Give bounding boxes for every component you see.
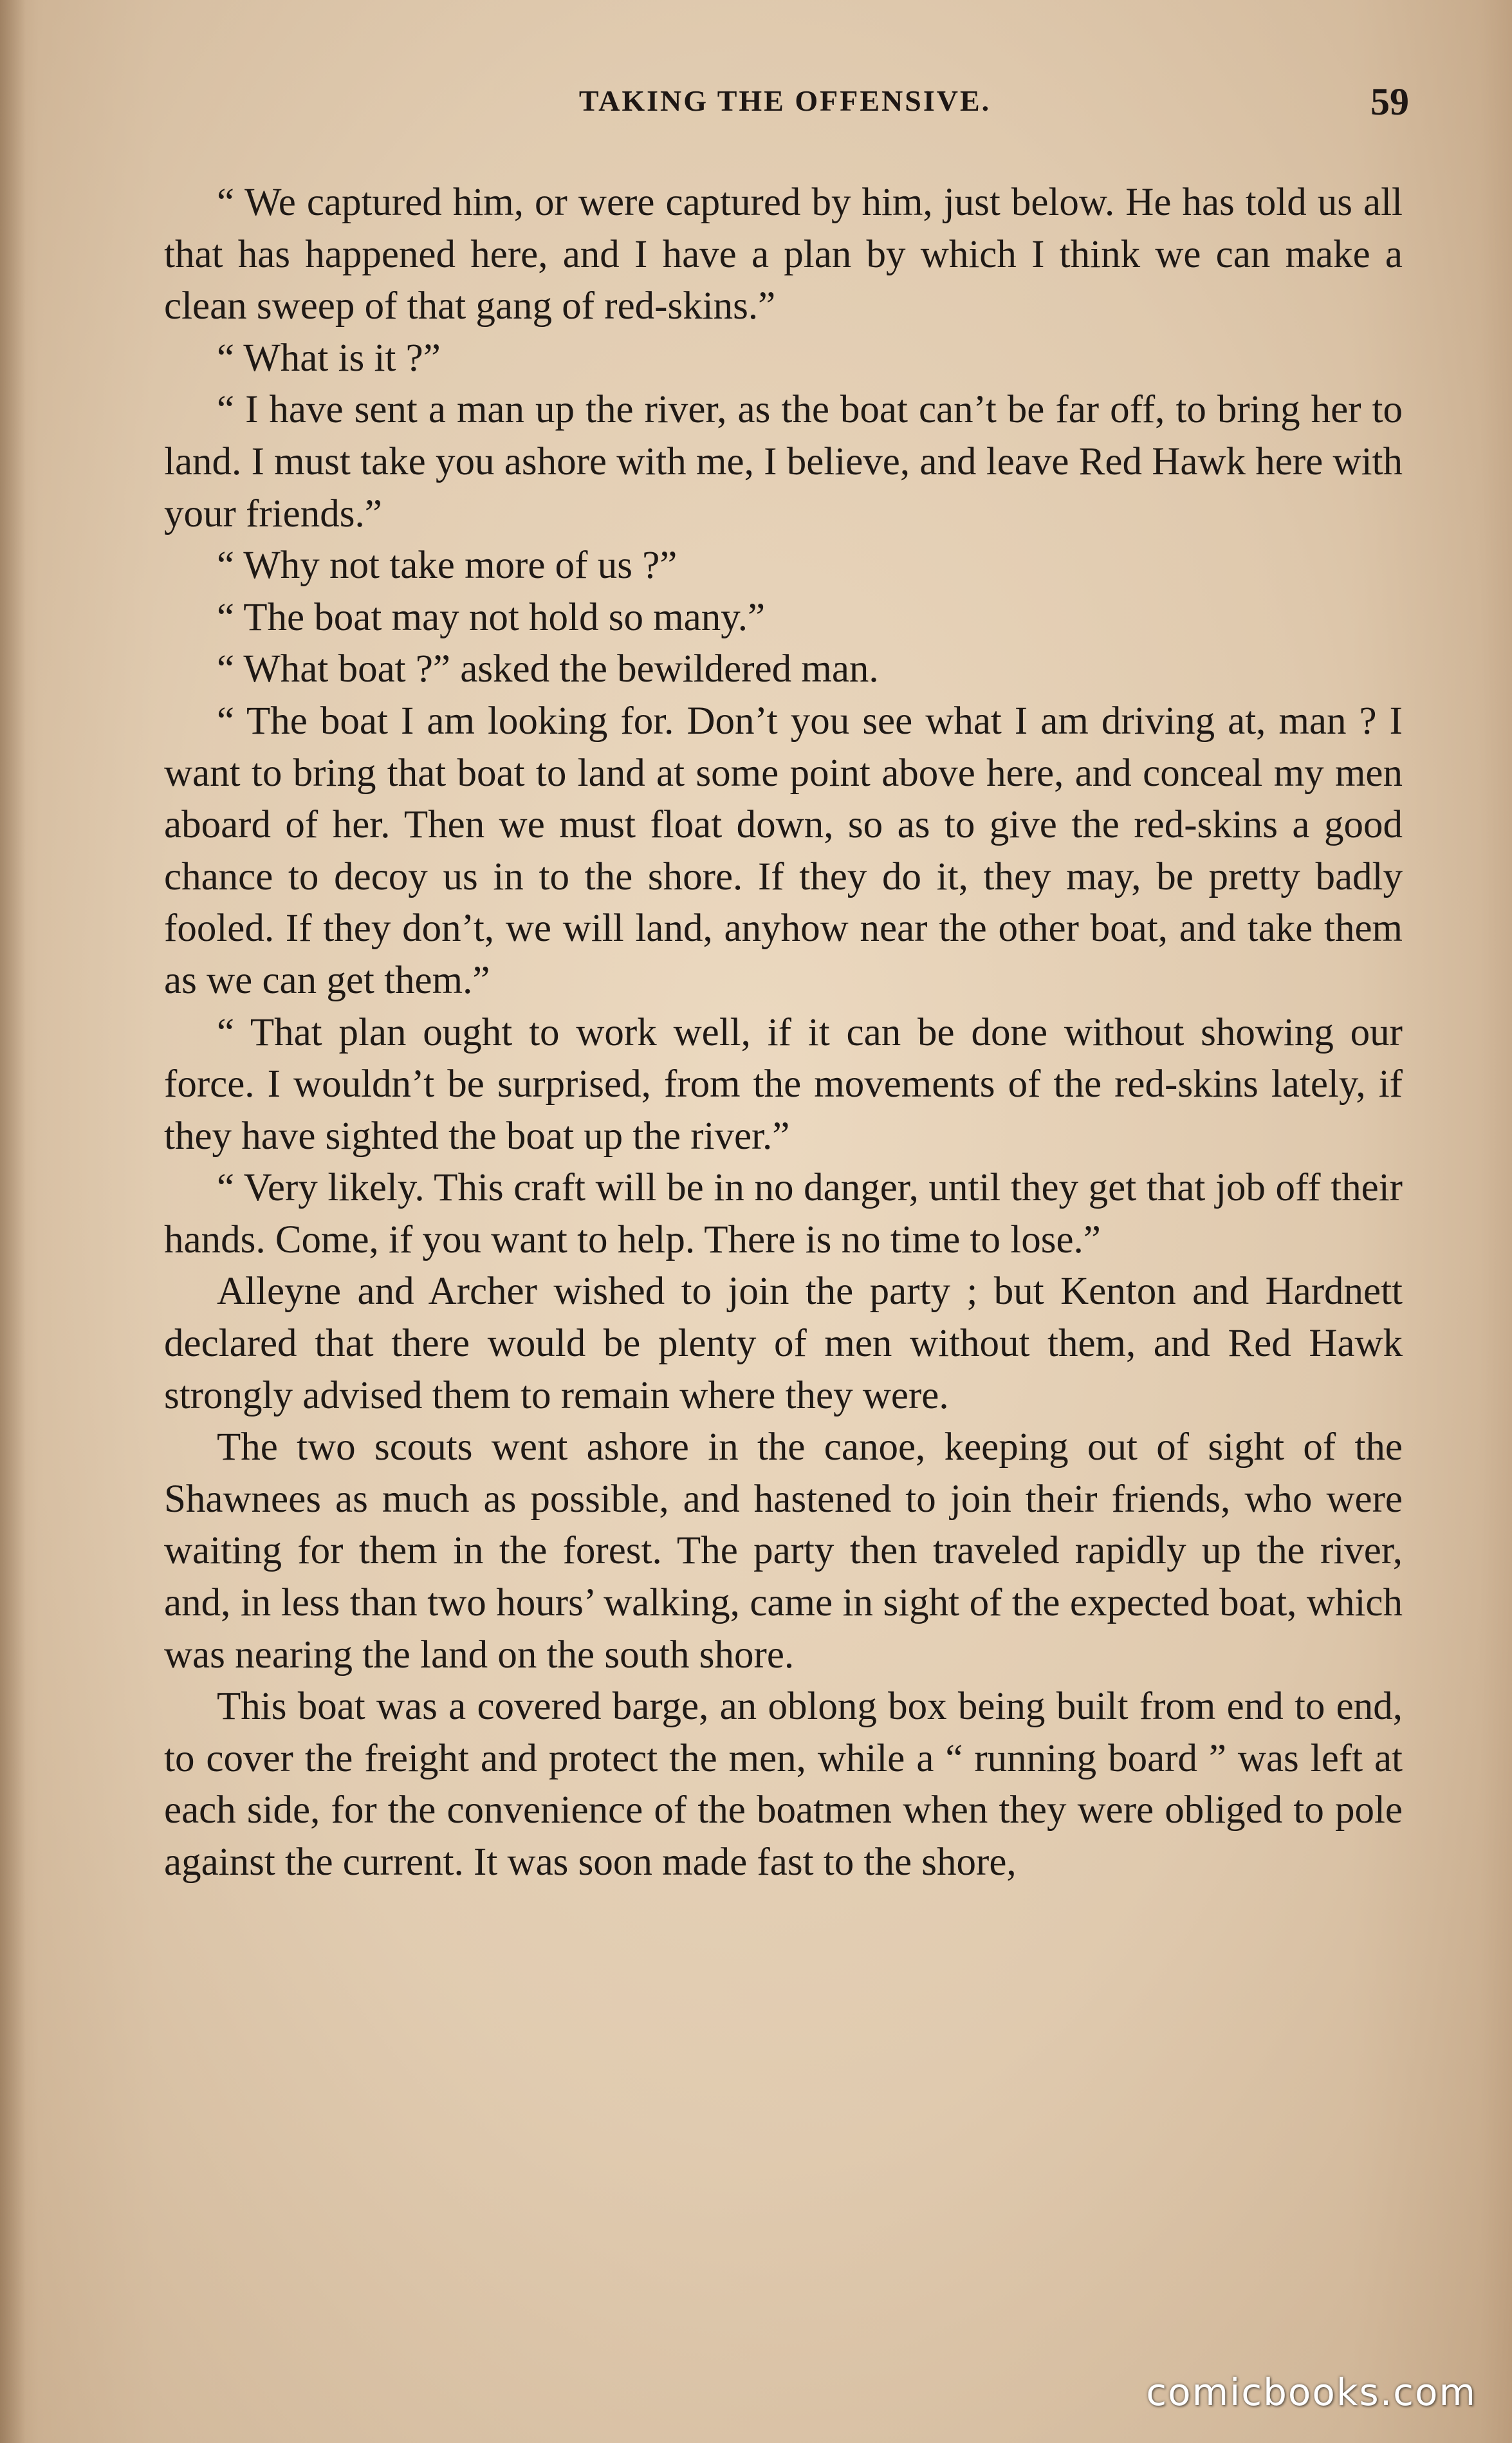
paragraph: “ I have sent a man up the river, as the boat can’t be far off, to bring her to land. I must take you ashore with me, I believe, and leave Red Hawk here with your friends.”	[164, 388, 1403, 535]
running-head	[161, 80, 1409, 135]
paragraph: “ What boat ?” asked the bewildered man.	[217, 647, 879, 691]
paragraph: “ Why not take more of us ?”	[217, 544, 678, 588]
page-number: 59	[1370, 80, 1409, 123]
paragraph: “ We captured him, or were captured by him, just below. He has told us all that has happened here, and I have a plan by which I think we can make a clean sweep of that gang of red-skins.”	[164, 181, 1403, 328]
watermark: comicbooks.com	[1146, 2370, 1477, 2414]
paragraph: “ Very likely. This craft will be in no danger, until they get that job off their hands. Come, if you want to help. There is no time to lose.”	[164, 1166, 1403, 1261]
body-text	[164, 177, 1403, 1889]
page-edge-shadow	[0, 0, 26, 2443]
paragraph: The two scouts went ashore in the canoe, keeping out of sight of the Shawnees as much as possible, and hastened to join their friends, who were waiting for them in the forest. The party then traveled rapidly up the river, and, in less than two hours’ walking, came in sight of the expected boat, which was nearing the land on the south shore.	[164, 1426, 1403, 1677]
paragraph: “ The boat may not hold so many.”	[217, 595, 766, 639]
paragraph: “ The boat I am looking for. Don’t you see what I am driving at, man ? I want to bring that boat to land at some point above here, and conceal my men aboard of her. Then we must float down, so as to give the red-skins a good chance to decoy us in to the shore. If they do it, they may, be pretty badly fooled. If they don’t, we will land, anyhow near the other boat, and take them as we can get them.”	[164, 699, 1403, 1002]
paragraph: “ That plan ought to work well, if it can be done without showing our force. I wouldn’t be surprised, from the movements of the red-skins lately, if they have sighted the boat up the river.”	[164, 1010, 1403, 1158]
paragraph: This boat was a covered barge, an oblong box being built from end to end, to cover the freight and protect the men, while a “ running board ” was left at each side, for the convenience of the boatmen when they were obliged to pole against the current. It was soon made fast to the shore,	[164, 1685, 1403, 1884]
paragraph: Alleyne and Archer wished to join the party ; but Kenton and Hardnett declared that there would be plenty of men without them, and Red Hawk strongly advised them to remain where they were.	[164, 1270, 1403, 1417]
paragraph: “ What is it ?”	[217, 336, 441, 380]
running-title: TAKING THE OFFENSIVE.	[578, 84, 991, 117]
